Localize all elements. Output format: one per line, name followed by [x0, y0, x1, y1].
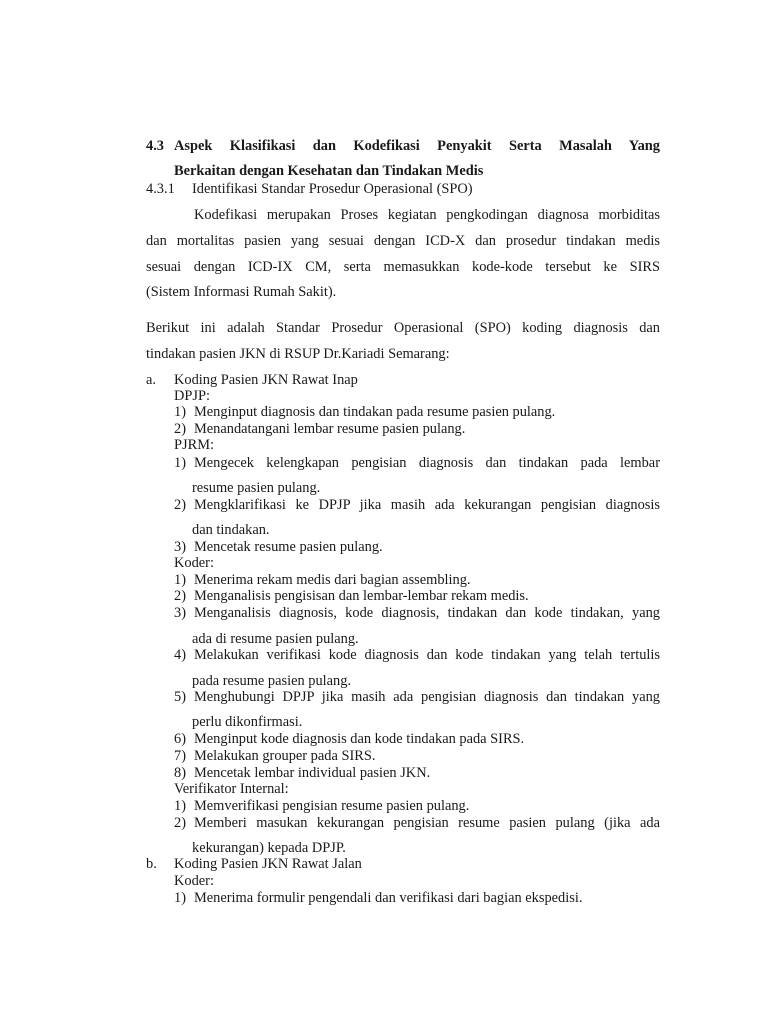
section-title-line1: Aspek Klasifikasi dan Kodefikasi Penyakit Serta Masalah Yang: [174, 138, 660, 154]
koder-heading: Koder:: [174, 555, 214, 571]
list-item-continuation: resume pasien pulang.: [192, 480, 321, 496]
list-item: 2) Menandatangani lembar resume pasien pulang.: [174, 421, 466, 437]
list-item: 1) Menerima formulir pengendali dan verifikasi dari bagian ekspedisi.: [174, 890, 583, 906]
list-item-continuation: ada di resume pasien pulang.: [192, 631, 359, 647]
list-item: 1) Menginput diagnosis dan tindakan pada resume pasien pulang.: [174, 404, 556, 420]
paragraph1-line3: sesuai dengan ICD-IX CM, serta memasukkan kode-kode tersebut ke SIRS: [146, 259, 660, 275]
list-item: 7) Melakukan grouper pada SIRS.: [174, 748, 376, 764]
list-item: 1) Menerima rekam medis dari bagian assembling.: [174, 572, 471, 588]
list-b-label: b.: [146, 856, 157, 872]
dpjp-heading: DPJP:: [174, 388, 210, 404]
koder-heading: Koder:: [174, 873, 214, 889]
list-item: 4) Melakukan verifikasi kode diagnosis dan kode tindakan yang telah tertulis: [174, 647, 660, 663]
verifikator-heading: Verifikator Internal:: [174, 781, 289, 797]
list-a-label: a.: [146, 372, 156, 388]
paragraph1-line1: Kodefikasi merupakan Proses kegiatan pengkodingan diagnosa morbiditas: [194, 207, 660, 223]
list-item: 2) Mengklarifikasi ke DPJP jika masih ada kekurangan pengisian diagnosis: [174, 497, 660, 513]
list-item-continuation: perlu dikonfirmasi.: [192, 714, 303, 730]
paragraph2-line2: tindakan pasien JKN di RSUP Dr.Kariadi Semarang:: [146, 346, 450, 362]
section-heading-line1: [146, 138, 660, 155]
list-item: 3) Mencetak resume pasien pulang.: [174, 539, 383, 555]
section-number: 4.3: [146, 138, 164, 154]
subsection-heading: [146, 181, 473, 198]
section-title-line2: Berkaitan dengan Kesehatan dan Tindakan Medis: [174, 163, 484, 179]
subsection-title: Identifikasi Standar Prosedur Operasional (SPO): [192, 181, 473, 197]
paragraph1-line2: dan mortalitas pasien yang sesuai dengan ICD-X dan prosedur tindakan medis: [146, 233, 660, 249]
list-item: 2) Memberi masukan kekurangan pengisian resume pasien pulang (jika ada: [174, 815, 660, 831]
list-item: 5) Menghubungi DPJP jika masih ada pengisian diagnosis dan tindakan yang: [174, 689, 660, 705]
pjrm-heading: PJRM:: [174, 437, 214, 453]
list-item: 2) Menganalisis pengisisan dan lembar-lembar rekam medis.: [174, 588, 529, 604]
list-a-title: Koding Pasien JKN Rawat Inap: [174, 372, 358, 388]
list-item: 1) Memverifikasi pengisian resume pasien pulang.: [174, 798, 470, 814]
list-item-continuation: kekurangan) kepada DPJP.: [192, 840, 346, 856]
list-item: 8) Mencetak lembar individual pasien JKN.: [174, 765, 431, 781]
list-item: 1) Mengecek kelengkapan pengisian diagnosis dan tindakan pada lembar: [174, 455, 660, 471]
paragraph1-line4: (Sistem Informasi Rumah Sakit).: [146, 284, 337, 300]
list-item: 3) Menganalisis diagnosis, kode diagnosis, tindakan dan kode tindakan, yang: [174, 605, 660, 621]
list-b-title: Koding Pasien JKN Rawat Jalan: [174, 856, 362, 872]
list-item-continuation: pada resume pasien pulang.: [192, 673, 352, 689]
subsection-number: 4.3.1: [146, 181, 175, 197]
paragraph2-line1: Berikut ini adalah Standar Prosedur Operasional (SPO) koding diagnosis dan: [146, 320, 660, 336]
list-item: 6) Menginput kode diagnosis dan kode tindakan pada SIRS.: [174, 731, 525, 747]
list-item-continuation: dan tindakan.: [192, 522, 270, 538]
